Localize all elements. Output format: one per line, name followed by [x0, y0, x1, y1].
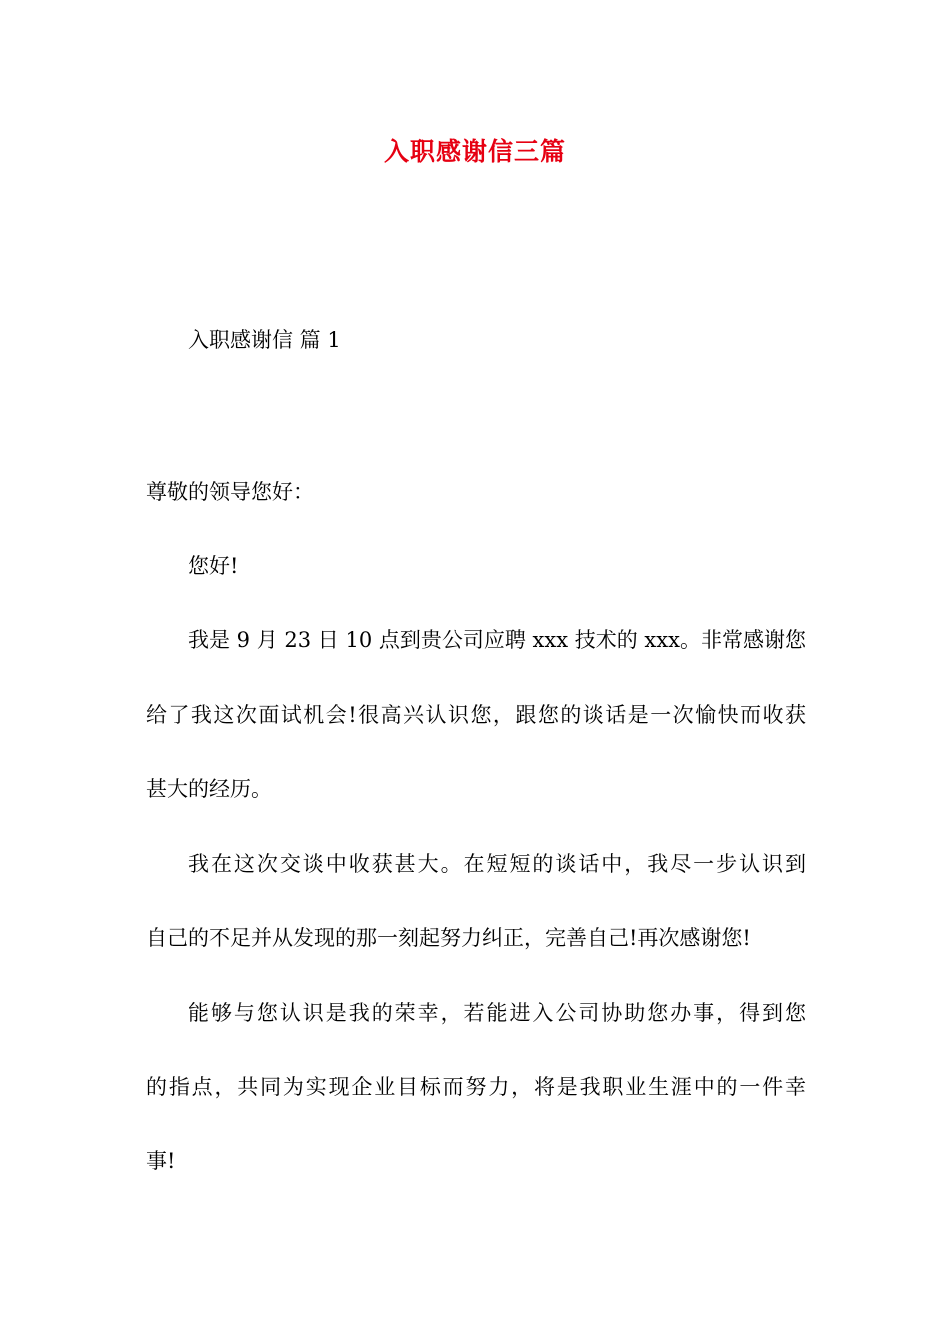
- paragraph-line: 的指点，共同为实现企业目标而努力，将是我职业生涯中的一件幸: [146, 1075, 806, 1099]
- paragraph-line: 甚大的经历。: [146, 777, 272, 801]
- paragraph-line: 给了我这次面试机会!很高兴认识您，跟您的谈话是一次愉快而收获: [146, 703, 806, 727]
- salutation: 尊敬的领导您好：: [146, 480, 314, 504]
- paragraph-line: 事!: [146, 1149, 176, 1173]
- greeting: 您好!: [188, 554, 239, 578]
- paragraph-line: 我在这次交谈中收获甚大。在短短的谈话中，我尽一步认识到: [188, 852, 806, 876]
- document-title: 入职感谢信三篇: [383, 137, 566, 166]
- section-heading: 入职感谢信 篇 1: [188, 328, 341, 352]
- paragraph-line: 我是 9 月 23 日 10 点到贵公司应聘 xxx 技术的 xxx。非常感谢您: [188, 628, 806, 652]
- paragraph-line: 能够与您认识是我的荣幸，若能进入公司协助您办事，得到您: [188, 1001, 806, 1025]
- paragraph-line: 自己的不足并从发现的那一刻起努力纠正，完善自己!再次感谢您!: [146, 926, 751, 950]
